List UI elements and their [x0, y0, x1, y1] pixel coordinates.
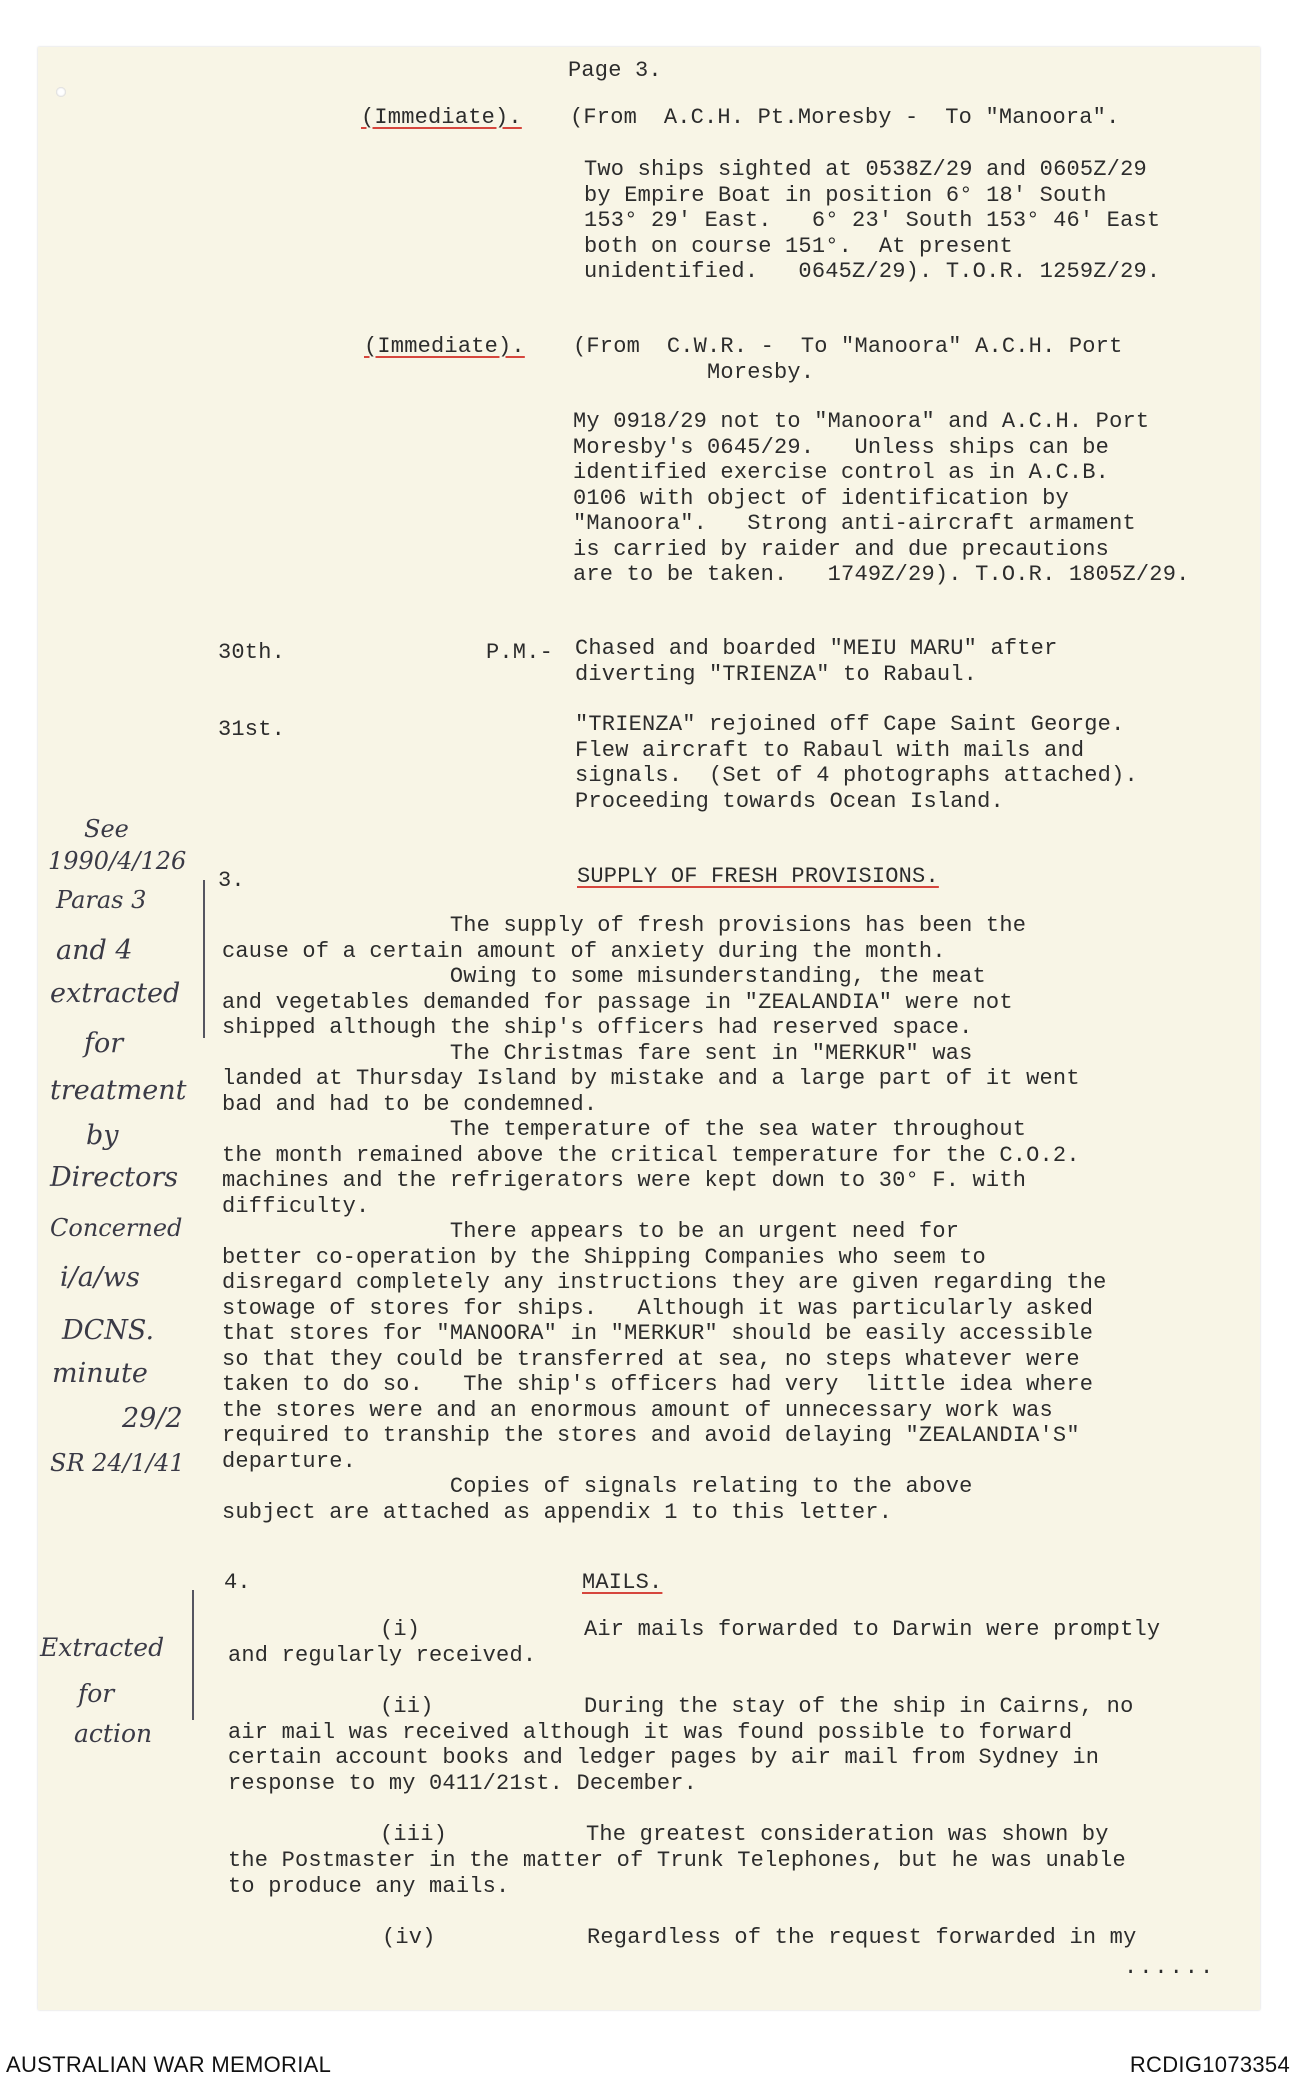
msg1-line: both on course 151°. At present [584, 233, 1013, 259]
section-4-number: 4. [224, 1570, 251, 1595]
section-3-line: The temperature of the sea water throughout [222, 1117, 1027, 1142]
entry-31-line: "TRIENZA" rejoined off Cape Saint George. [575, 712, 1125, 737]
handwritten-word: for [84, 1028, 124, 1059]
entry-31-date: 31st. [218, 717, 286, 742]
msg1-route: (From A.C.H. Pt.Moresby - To "Manoora". [570, 105, 1120, 130]
msg2-line: Moresby's 0645/29. Unless ships can be [573, 434, 1110, 460]
handwritten-bracket-line [203, 880, 205, 1038]
entry-30-date: 30th. [218, 640, 286, 665]
section-3-line: taken to do so. The ship's officers had very little idea where [222, 1372, 1094, 1397]
section-3-line: the month remained above the critical temperature for the C.O.2. [222, 1142, 1080, 1168]
handwritten-word: and 4 [56, 935, 133, 966]
msg2-line: is carried by raider and due precautions [573, 536, 1110, 562]
section-3-heading: SUPPLY OF FRESH PROVISIONS. [577, 864, 939, 889]
footer-record-id: RCDIG1073354 [1129, 2052, 1290, 2077]
msg1-priority: (Immediate). [361, 105, 522, 130]
mails-item-line: During the stay of the ship in Cairns, no [584, 1694, 1134, 1719]
msg1-line: Two ships sighted at 0538Z/29 and 0605Z/29 [584, 157, 1147, 182]
msg2-priority: (Immediate). [364, 334, 525, 359]
section-3-number: 3. [218, 868, 245, 893]
entry-31-line: signals. (Set of 4 photographs attached). [575, 763, 1138, 788]
mails-item-line: certain account books and ledger pages by air mail from Sydney in [228, 1745, 1100, 1770]
entry-30-line: diverting "TRIENZA" to Rabaul. [575, 661, 978, 687]
section-3-line: landed at Thursday Island by mistake and a large part of it went [222, 1066, 1080, 1091]
entry-31-line: Flew aircraft to Rabaul with mails and [575, 737, 1085, 763]
msg2-route-line1: (From C.W.R. - To "Manoora" A.C.H. Port [573, 334, 1123, 359]
section-3-line: The supply of fresh provisions has been the [222, 913, 1027, 938]
mails-item-number: (ii) [380, 1694, 434, 1719]
section-3-line: departure. [222, 1448, 357, 1474]
handwritten-bracket-line [192, 1590, 194, 1720]
mails-item-line: Regardless of the request forwarded in my [587, 1925, 1137, 1950]
section-3-line: subject are attached as appendix 1 to this letter. [222, 1499, 893, 1525]
continuation-dots: ...... [1124, 1955, 1216, 1980]
handwritten-word: action [74, 1719, 153, 1748]
msg2-line: "Manoora". Strong anti-aircraft armament [573, 511, 1136, 536]
msg2-line: identified exercise control as in A.C.B. [573, 460, 1110, 485]
section-3-line: and vegetables demanded for passage in "ZEALANDIA" were not [222, 989, 1013, 1015]
msg1-line: by Empire Boat in position 6° 18' South [584, 182, 1107, 208]
handwritten-word: See [84, 815, 129, 843]
section-3-line: required to tranship the stores and avoid delaying "ZEALANDIA'S" [222, 1423, 1080, 1448]
punch-hole [56, 87, 66, 97]
msg2-line: are to be taken. 1749Z/29). T.O.R. 1805Z/29. [573, 562, 1190, 587]
msg1-line: 153° 29' East. 6° 23' South 153° 46' East [584, 208, 1161, 233]
section-3-line: Owing to some misunderstanding, the meat [222, 964, 986, 989]
msg2-route-line2: Moresby. [573, 359, 815, 385]
section-3-line: There appears to be an urgent need for [222, 1219, 960, 1244]
handwritten-word: 29/2 [122, 1403, 183, 1434]
section-3-line: disregard completely any instructions they are given regarding the [222, 1270, 1107, 1295]
section-3-line: that stores for "MANOORA" in "MERKUR" should be easily accessible [222, 1321, 1094, 1346]
handwritten-word: i/a/ws [60, 1262, 140, 1293]
handwritten-word: Concerned [50, 1214, 183, 1242]
section-3-line: Copies of signals relating to the above [222, 1474, 973, 1499]
handwritten-word: DCNS. [62, 1315, 155, 1346]
mails-item-line: to produce any mails. [228, 1873, 510, 1899]
handwritten-word: 1990/4/126 [48, 847, 187, 875]
handwritten-word: treatment [50, 1075, 187, 1106]
handwritten-word: minute [52, 1358, 148, 1389]
mails-item-number: (iii) [380, 1822, 448, 1847]
msg2-line: 0106 with object of identification by [573, 485, 1069, 511]
section-3-line: better co-operation by the Shipping Companies who seem to [222, 1244, 986, 1270]
entry-30-line: Chased and boarded "MEIU MARU" after [575, 636, 1058, 661]
handwritten-word: SR 24/1/41 [50, 1449, 185, 1477]
handwritten-word: Paras 3 [56, 886, 147, 914]
section-3-line: difficulty. [222, 1193, 370, 1219]
handwritten-word: by [86, 1120, 119, 1151]
msg1-line: unidentified. 0645Z/29). T.O.R. 1259Z/29. [584, 259, 1161, 284]
mails-item-line: and regularly received. [228, 1643, 537, 1668]
section-3-line: so that they could be transferred at sea, no steps whatever were [222, 1346, 1080, 1372]
section-3-line: stowage of stores for ships. Although it was particularly asked [222, 1295, 1094, 1321]
mails-item-line: response to my 0411/21st. December. [228, 1770, 698, 1796]
entry-31-line: Proceeding towards Ocean Island. [575, 788, 1004, 814]
mails-item-line: The greatest consideration was shown by [586, 1822, 1109, 1847]
mails-item-line: Air mails forwarded to Darwin were promptly [584, 1617, 1161, 1642]
section-3-line: The Christmas fare sent in "MERKUR" was [222, 1040, 973, 1066]
handwritten-word: for [78, 1679, 115, 1708]
mails-item-number: (i) [380, 1617, 421, 1642]
page-number: Page 3. [568, 58, 662, 83]
section-3-line: shipped although the ship's officers had reserved space. [222, 1015, 973, 1040]
entry-30-time: P.M.- [486, 640, 554, 665]
mails-item-number: (iv) [382, 1925, 436, 1950]
section-3-line: cause of a certain amount of anxiety during the month. [222, 938, 946, 964]
section-3-line: machines and the refrigerators were kept down to 30° F. with [222, 1168, 1027, 1193]
mails-item-line: the Postmaster in the matter of Trunk Telephones, but he was unable [228, 1848, 1126, 1873]
footer-institution: AUSTRALIAN WAR MEMORIAL [6, 2052, 332, 2077]
msg2-line: My 0918/29 not to "Manoora" and A.C.H. Port [573, 409, 1150, 434]
mails-item-line: air mail was received although it was found possible to forward [228, 1719, 1073, 1745]
section-4-heading: MAILS. [582, 1570, 663, 1595]
section-3-line: bad and had to be condemned. [222, 1091, 598, 1117]
handwritten-word: Extracted [40, 1633, 165, 1662]
handwritten-word: Directors [50, 1162, 179, 1193]
section-3-line: the stores were and an enormous amount of unnecessary work was [222, 1397, 1053, 1423]
handwritten-word: extracted [50, 978, 181, 1009]
